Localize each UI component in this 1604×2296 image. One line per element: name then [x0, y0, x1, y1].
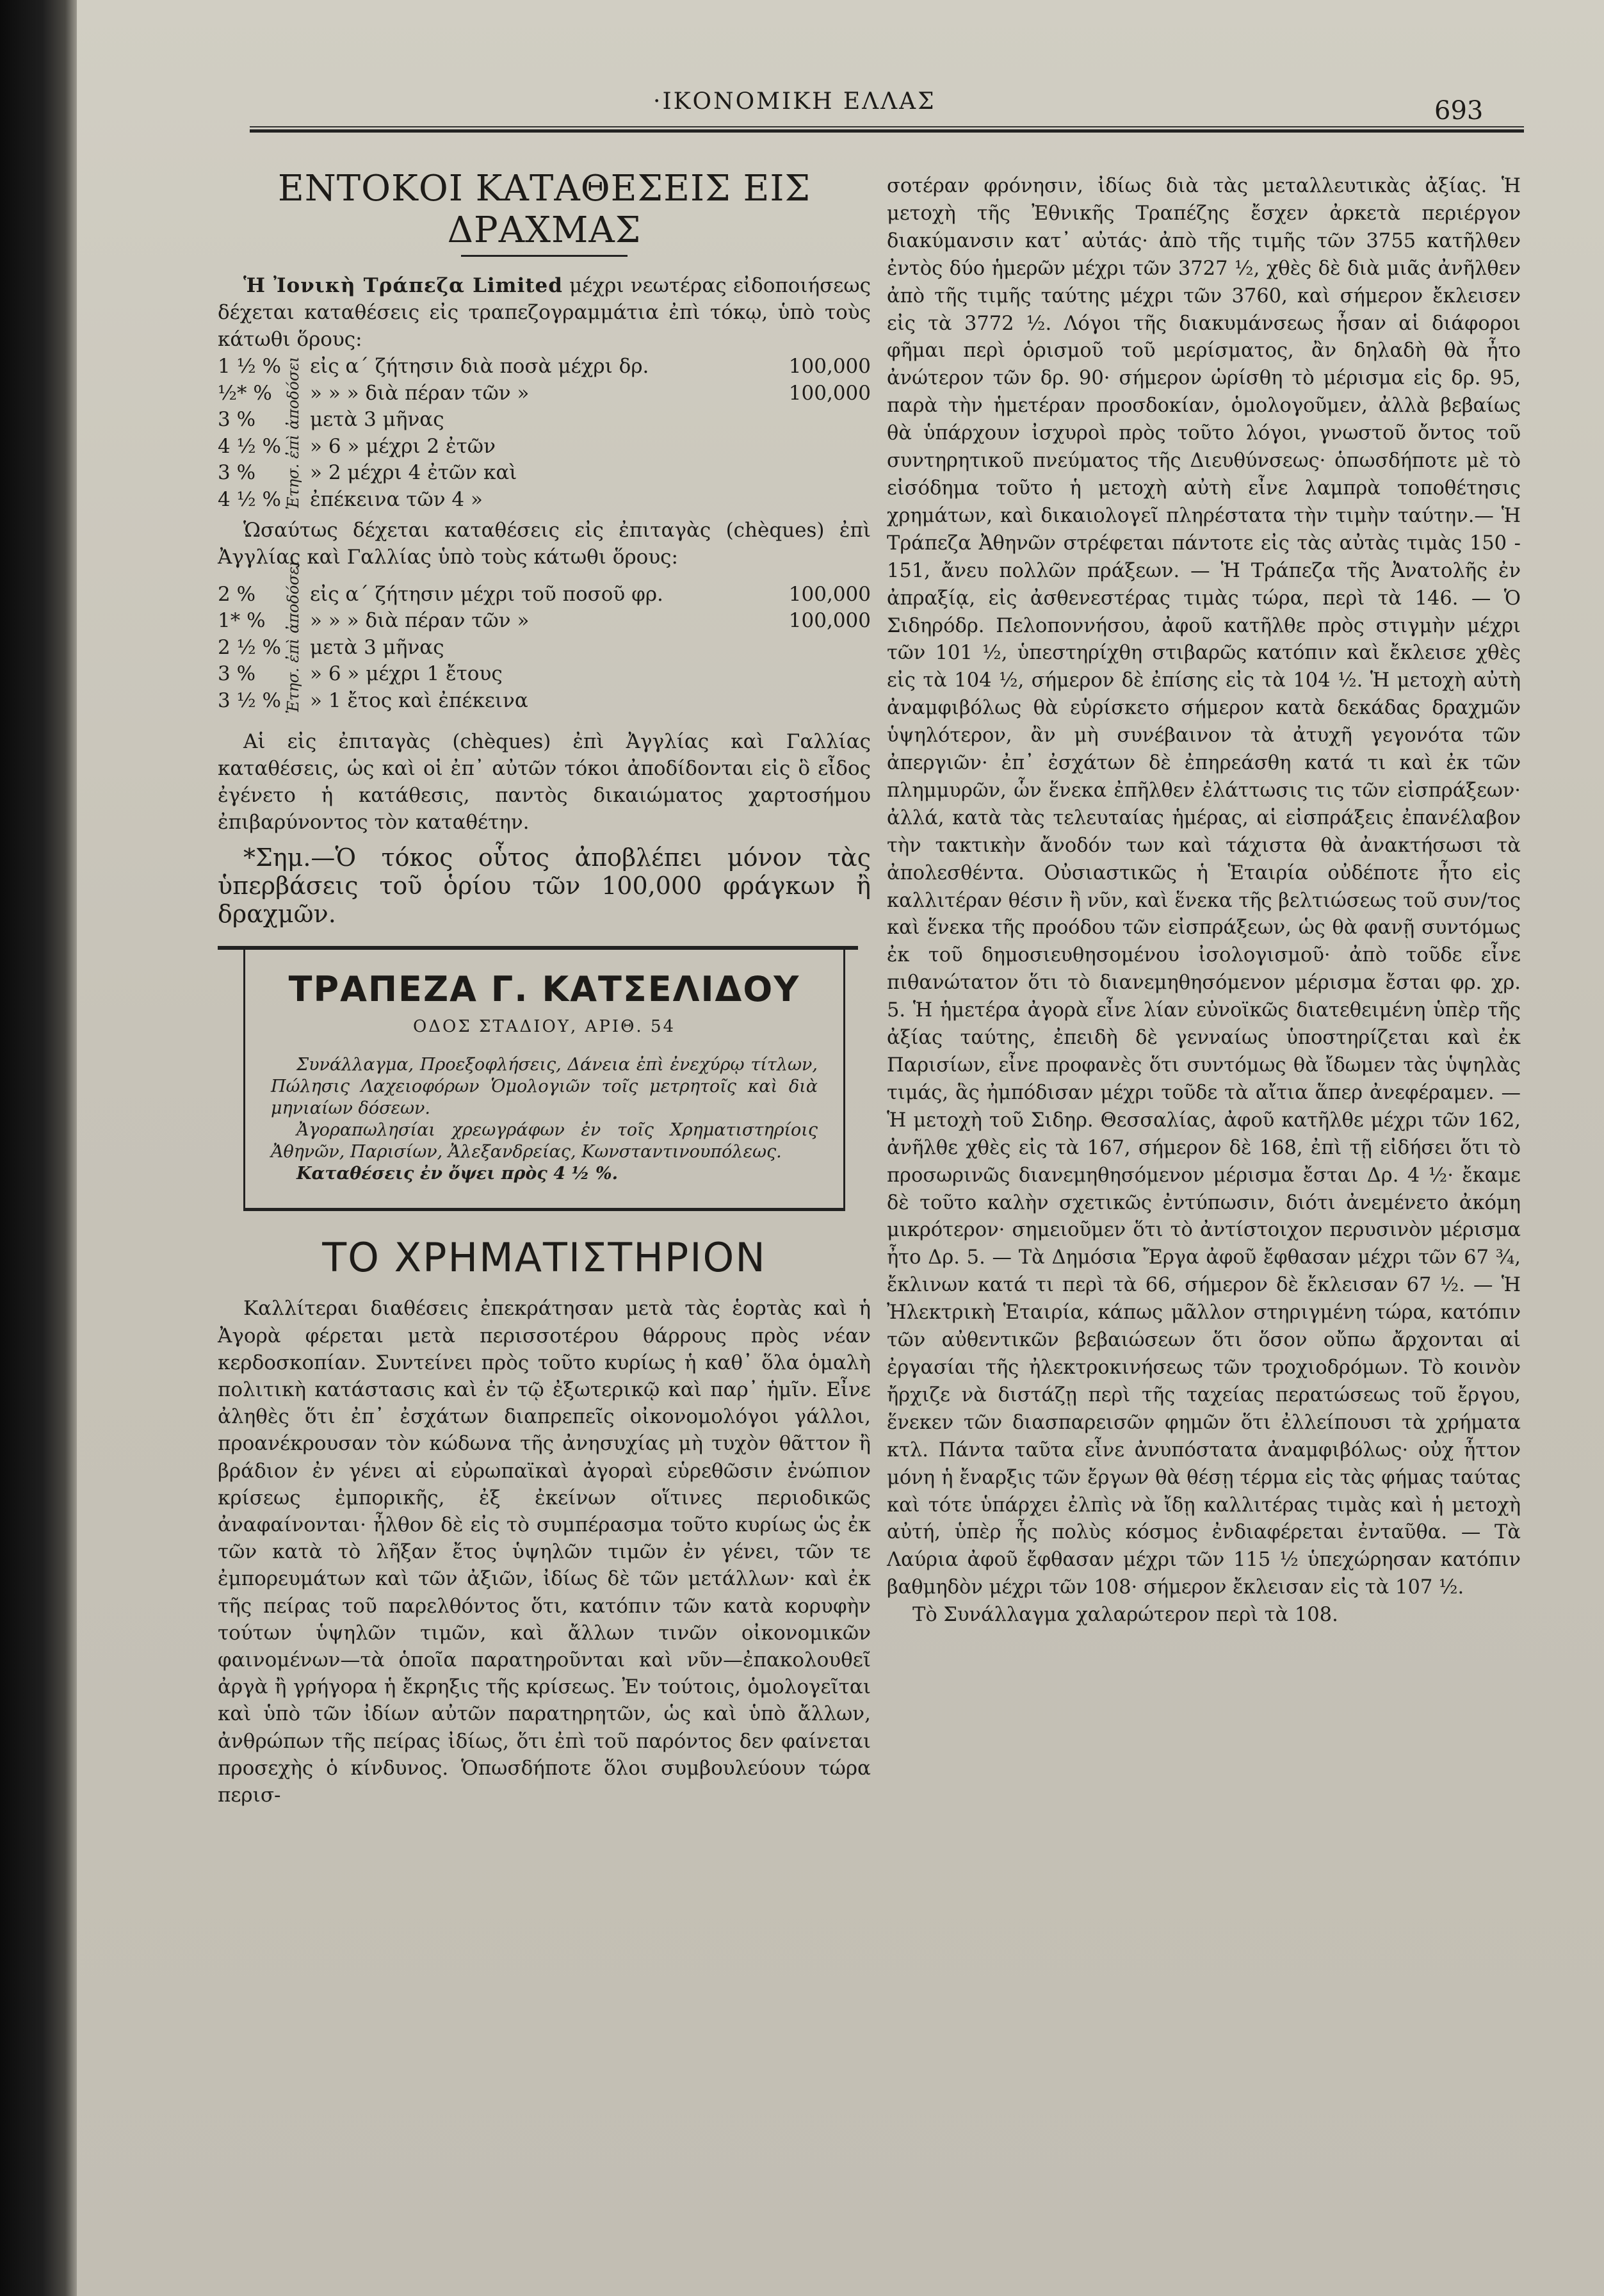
- closing-text: Αἱ εἰς ἐπιταγὰς (chèques) ἐπὶ Ἀγγλίας καὶ Γαλλίας καταθέσεις, ὡς καὶ οἱ ἐπ᾽ αὐτῶν τόκοι ἀποδίδονται εἰς ὃ εἶδος ἐγένετο ἡ κατάθεσις, παντὸς δικαιώματος χαρτοσήμου ἐπιβαρύνοντος τὸν καταθέτην.: [218, 729, 871, 835]
- terms-cell: εἰς α΄ ζήτησιν διὰ ποσὰ μέχρι δρ.: [310, 355, 649, 379]
- terms-cell: εἰς α΄ ζήτησιν μέχρι τοῦ ποσοῦ φρ.: [310, 582, 663, 606]
- table-row: [218, 407, 871, 434]
- rate-table-drachma: [218, 354, 871, 513]
- table-row: [218, 460, 871, 487]
- amount-cell: 100,000: [788, 381, 871, 405]
- terms-cell: » 6 » μέχρι 1 ἔτους: [310, 662, 503, 686]
- ad-deposits: [271, 1163, 818, 1185]
- terms-cell: » 6 » μέχρι 2 ἐτῶν: [310, 434, 496, 458]
- table-row: [218, 380, 871, 407]
- rate-cell: 3 %: [218, 408, 256, 432]
- rate-table-cheques: [218, 560, 871, 714]
- deposits-intro: [218, 272, 871, 354]
- amount-cell: [743, 634, 871, 661]
- amount-cell: [743, 687, 871, 714]
- deposits-title: ΕΝΤΟΚΟΙ ΚΑΤΑΘΕΣΕΙΣ ΕΙΣ ΔΡΑΧΜΑΣ: [277, 168, 811, 251]
- terms-cell: » 1 ἔτος καὶ ἐπέκεινα: [310, 688, 528, 712]
- book-gutter: [0, 0, 77, 2296]
- rate-cell: 3 ½ %: [218, 688, 281, 712]
- bank-name: Ἡ Ἰονικὴ Τράπεζα Limited: [243, 274, 563, 297]
- amount-cell: [743, 460, 871, 487]
- bank-advertisement: [243, 950, 845, 1211]
- footnote: *Σημ.—Ὁ τόκος οὗτος ἀποβλέπει μόνον τὰς ὑπερβάσεις τοῦ ὁρίου τῶν 100,000 φράγκων ἢ δραχμῶν.: [218, 843, 871, 929]
- rate-cell: 4 ½ %: [218, 487, 281, 511]
- table-row: [218, 608, 871, 635]
- ad-services: Συνάλλαγμα, Προεξοφλήσεις, Δάνεια ἐπὶ ἐνεχύρῳ τίτλων, Πώλησις Λαχειοφόρων Ὁμολογιῶν τοῖς μετρητοῖς καὶ διὰ μηνιαίων δόσεων.: [271, 1055, 818, 1119]
- left-column: [218, 147, 871, 1809]
- table-row: [218, 581, 871, 608]
- exchange-right-text: σοτέραν φρόνησιν, ἰδίως διὰ τὰς μεταλλευτικὰς ἀξίας. Ἡ μετοχὴ τῆς Ἐθνικῆς Τραπέζης ἔσχεν ἀρκετὰ περιέργον διακύμανσιν κατ᾽ αὐτάς· ἀπὸ τῆς τιμῆς τῶν 3755 κατῆλθεν ἐντὸς δύο ἡμερῶν μέχρι τῶν 3727 ½, χθὲς δὲ διὰ μιᾶς ἀνῆλθεν ἀπὸ τῆς τιμῆς ταύτης μέχρι τῶν 3760, καὶ σήμερον ἔκλεισεν εἰς τὰ 3772 ½. Λόγοι τῆς διακυμάνσεως ἦσαν αἱ διάφοροι φῆμαι περὶ ὁρισμοῦ τοῦ μερίσματος, ἂν δηλαδὴ θὰ ἦτο ἀνώτερον τῶν δρ. 90· σήμερον ὡρίσθη τὸ μέρισμα εἰς δρ. 95, παρὰ τὴν ἡμετέραν προσδοκίαν, ὁμολογοῦμεν, ἀλλὰ βεβαίως θὰ ὑπάρχουν ἰσχυροὶ πρὸς τοῦτο λόγοι, γνωστοῦ ὄντος τοῦ συντηρητικοῦ πνεύματος τῆς Διευθύνσεως· ὁπωσδήποτε μὲ τὸ εἰσόδημα τοῦτο ἡ μετοχὴ αὐτὴ εἶνε λαμπρὰ τοποθέτησις χρημάτων, καὶ δικαιολογεῖ πληρέστατα τὴν τιμὴν ταύτην.— Ἡ Τράπεζα Ἀθηνῶν στρέφεται πάντοτε εἰς τὰς αὐτὰς τιμὰς 150 - 151, ἄνευ πολλῶν πράξεων. — Ἡ Τράπεζα τῆς Ἀνατολῆς ἐν ἀπραξίᾳ, εἰς ἀσθενεστέρας τιμὰς τώρα, περὶ τὰ 146. — Ὁ Σιδηρόδρ. Πελοποννήσου, ἀφοῦ κατῆλθε πρὸς στιγμὴν μέχρι τῶν 101 ½, ὑπεστηρίχθη στιβαρῶς κατόπιν καὶ ἔκλεισε χθὲς εἰς τὰ 104 ½, σήμερον δὲ ἐπίσης εἰς τὰ 104 ½. Ἡ μετοχὴ αὐτὴ ἀναμφιβόλως θὰ εὑρίσκετο σήμερον κατὰ δεκάδας δραχμῶν ὑψηλότερον, ἂν μὴ συνέβαινον τὰ ἀτυχῆ γεγονότα τῶν ἀπεργιῶν· ἐπ᾽ ἐσχάτων δὲ ἐπηρεάσθη κατά τι καὶ ἐκ τῶν πλημμυρῶν, ὧν ἕνεκα ἐπῆλθεν ἐλάττωσις τις τῶν εἰσπράξεων· ἀλλά, κατὰ τὰς τελευταίας ἡμέρας, αἱ εἰσπράξεις ἐπανέλαβον τὴν τακτικὴν ἄνοδόν των καὶ τάχιστα θὰ ἀνακτήσωσι τὰ ἀπολεσθέντα. Οὐσιαστικῶς ἡ Ἑταιρία οὐδέποτε ἦτο εἰς καλλιτέραν θέσιν ἢ νῦν, καὶ ἕνεκα τῆς βελτιώσεως τοῦ συν/τος καὶ ἕνεκα τῆς προόδου τῶν εἰσπράξεων, ὡς θὰ φανῇ συντόμως ἐκ τοῦ δημοσιευθησομένου ἰσολογισμοῦ· ἀπὸ τοῦδε εἶνε πιθανώτατον ὅτι τὸ διανεμηθησόμενον μέρισμα ἔσται φρ. χρ. 5. Ἡ ἡμετέρα ἀγορὰ εἶνε λίαν εὐνοϊκῶς διατεθειμένη ὑπὲρ τῆς ἀξίας ταύτης, ἐπειδὴ δὲ γενναίως ὑποστηρίζεται καὶ ἐκ Παρισίων, εἶνε προφανὲς ὅτι συντόμως θὰ ἴδωμεν τὰς ὑψηλὰς τιμάς, ἃς ἠμπόδισαν μέχρι τοῦδε τὰ αἴτια ἅπερ ἀνεφέραμεν. — Ἡ μετοχὴ τοῦ Σιδηρ. Θεσσαλίας, ἀφοῦ κατῆλθε μέχρι τῶν 162, ἀνῆλθε χθὲς εἰς τὰ 167, σήμερον δὲ 168, ἐπὶ τῇ εἰδήσει ὅτι τὸ προσωρινῶς διανεμηθησόμενον μέρισμα ἔσται Δρ. 4 ½· ἔκαμε δὲ τοῦτο καλὴν σχετικῶς ἐντύπωσιν, διότι ἀνεμένετο ἀκόμη μικρότερον· σημειοῦμεν ὅτι τὸ ἀντίστοιχον περυσινὸν μέρισμα ἦτο Δρ. 5. — Τὰ Δημόσια Ἔργα ἀφοῦ ἔφθασαν μέχρι τῶν 67 ¾, ἔκλινων κατά τι περὶ τὰ 66, σήμερον δὲ ἔκλεισαν 67 ½. — Ἡ Ἠλεκτρικὴ Ἑταιρία, κάπως μᾶλλον στηριγμένη τώρα, κατόπιν τῶν αὐθεντικῶν βεβαιώσεων ὅτι ὅσον οὔπω ἄρχονται αἱ ἐργασίαι τῆς ἠλεκτροκινήσεως τῶν τροχιοδρόμων. Τὸ κοινὸν ἤρχιζε νὰ διστάζῃ περὶ τῆς ταχείας περατώσεως τοῦ ἔργου, ἕνεκεν τῶν διασπαρεισῶν φημῶν ὅτι ἐλλείπουσι τὰ χρήματα κτλ. Πάντα ταῦτα εἶνε ἀνυπόστατα ἀναμφιβόλως· οὐχ ἧττον μόνη ἡ ἔναρξις τῶν ἔργων θὰ θέσῃ τέρμα εἰς τὰς φήμας ταύτας καὶ τότε ὑπάρχει ἐλπὶς νὰ ἴδῃ καλλιτέρας τιμὰς καὶ ἡ μετοχὴ αὐτή, ὑπὲρ ἧς πολὺς κόσμος ἐνδιαφέρεται ἐνταῦθα. — Τὰ Λαύρια ἀφοῦ ἔφθασαν μέχρι τῶν 115 ½ ὑπεχώρησαν κατόπιν βαθμηδὸν μέχρι τῶν 108· σήμερον ἔκλεισαν εἰς τὰ 107 ½.: [887, 175, 1521, 1599]
- table-row: [218, 634, 871, 661]
- amount-cell: 100,000: [788, 609, 871, 633]
- table-row: [218, 433, 871, 460]
- amount-cell: [743, 433, 871, 460]
- terms-cell: » » » διὰ πέραν τῶν »: [310, 381, 530, 405]
- table-row: [218, 354, 871, 380]
- amount-cell: [743, 407, 871, 434]
- amount-cell: 100,000: [788, 582, 871, 606]
- terms-cell: μετὰ 3 μῆνας: [310, 408, 444, 432]
- amount-cell: [743, 661, 871, 688]
- rate-cell: 3 %: [218, 662, 256, 686]
- rate-cell: 3 %: [218, 461, 256, 485]
- amount-cell: [743, 486, 871, 513]
- header-rule-thin: [250, 126, 1524, 127]
- ad-exchanges: Ἀγοραπωλησίαι χρεωγράφων ἐν τοῖς Χρηματιστηρίοις Ἀθηνῶν, Παρισίων, Ἀλεξανδρείας, Κωνσταντινουπόλεως.: [271, 1120, 818, 1162]
- exchange-left-text: Καλλίτεραι διαθέσεις ἐπεκράτησαν μετὰ τὰς ἑορτὰς καὶ ἡ Ἀγορὰ φέρεται μετὰ περισσοτέρου θάρρους πρὸς νέαν κερδοσκοπίαν. Συντείνει πρὸς τοῦτο κυρίως ἡ καθ᾽ ὅλα ὁμαλὴ πολιτικὴ κατάστασις καὶ ἐν τῷ ἐξωτερικῷ καὶ παρ᾽ ἡμῖν. Εἶνε ἀληθὲς ὅτι ἐπ᾽ ἐσχάτων διαπρεπεῖς οἰκονομολόγοι γάλλοι, προανέκρουσαν τὸν κώδωνα τῆς ἀνησυχίας μὴ τυχὸν θᾶττον ἢ βράδιον ἐν γένει αἱ εὐρωπαϊκαὶ ἀγοραὶ εὑρεθῶσιν ἐνώπιον κρίσεως ἐμπορικῆς, ἐξ ἐκείνων οἵτινες περιοδικῶς ἀναφαίνονται· ἦλθον δὲ εἰς τὸ συμπέρασμα τοῦτο κυρίως ὡς ἐκ τῶν κατὰ τὸ λῆξαν ἔτος ὑψηλῶν τιμῶν ἐν γένει, τῶν τε ἐμπορευμάτων καὶ τῶν ἀξιῶν, ἰδίως δὲ τῶν μετάλλων· καὶ ἐκ τῆς πείρας τοῦ παρελθόντος ὅτι, κατόπιν τῶν κατὰ κορυφὴν τούτων ὑψηλῶν τιμῶν, καὶ ἄλλων τινῶν οἰκονομικῶν φαινομένων—τὰ ὁποῖα παρατηροῦνται καὶ νῦν—ἐπακολουθεῖ ἀργὰ ἢ γρήγορα ἡ ἔκρηξις τῆς κρίσεως. Ἐν τούτοις, ὁμολογεῖται καὶ ὑπὸ τῶν ἰδίων αὐτῶν παρατηρητῶν, ὡς καὶ ὑπὸ ἄλλων, ἀνθρώπων τῆς πείρας ἰδίως, ὅτι ἐπὶ τοῦ παρόντος δεν φαίνεται προσεχὴς ὁ κίνδυνος. Ὁπωσδήποτε ὅλοι συμβουλεύουν τώρα περισ-: [218, 1297, 871, 1807]
- rate-cell: 2 %: [218, 582, 256, 606]
- rate-cell: ½* %: [218, 381, 272, 405]
- terms-cell: » 2 μέχρι 4 ἐτῶν καὶ: [310, 461, 517, 485]
- terms-cell: μετὰ 3 μῆνας: [310, 635, 444, 659]
- terms-cell: ἐπέκεινα τῶν 4 »: [310, 487, 483, 511]
- table-row: [218, 486, 871, 513]
- exchange-final-line: Τὸ Συνάλλαγμα χαλαρώτερον περὶ τὰ 108.: [912, 1604, 1338, 1627]
- rate-cell: 1* %: [218, 609, 266, 633]
- amount-cell: 100,000: [788, 355, 871, 379]
- vertical-label: Ἐτησ. ἐπὶ ἀποδόσει: [284, 356, 302, 510]
- ad-deposits-text: Καταθέσεις ἐν ὄψει πρὸς 4 ½ %.: [296, 1164, 619, 1184]
- rate-cell: 1 ½ %: [218, 355, 281, 379]
- vertical-label: Ἐτησ. ἐπὶ ἀποδόσει: [284, 560, 302, 714]
- terms-cell: » » » διὰ πέραν τῶν »: [310, 609, 530, 633]
- rate-cell: 4 ½ %: [218, 434, 281, 458]
- running-head: ·ΙΚΟΝΟΜΙΚΗ ΕΛΛΑΣ: [653, 88, 936, 115]
- ad-title: ΤΡΑΠΕΖΑ Γ. ΚΑΤΣΕΛΙΔΟΥ: [288, 969, 800, 1010]
- rate-cell: 2 ½ %: [218, 635, 281, 659]
- table-row: [218, 661, 871, 688]
- exchange-title: ΤΟ ΧΡΗΜΑΤΙΣΤΗΡΙΟΝ: [322, 1234, 766, 1282]
- ad-address: ΟΔΟΣ ΣΤΑΔΙΟΥ, ΑΡΙΘ. 54: [412, 1017, 676, 1037]
- right-column: [887, 173, 1521, 1629]
- table-row: [218, 687, 871, 714]
- orders-text: Ὡσαύτως δέχεται καταθέσεις εἰς ἐπιταγὰς (chèques) ἐπὶ Ἀγγλίας καὶ Γαλλίας ὑπὸ τοὺς κάτωθι ὅρους:: [218, 518, 871, 569]
- page-number: 693: [1434, 96, 1484, 126]
- header-rule: [250, 129, 1524, 133]
- deposits-intro-text: μέχρι νεωτέρας εἰδοποιήσεως δέχεται καταθέσεις εἰς τραπεζογραμμάτια ἐπὶ τόκῳ, ὑπὸ τοὺς κάτωθι ὅρους:: [218, 274, 871, 352]
- deposits-title-rule: [461, 255, 628, 257]
